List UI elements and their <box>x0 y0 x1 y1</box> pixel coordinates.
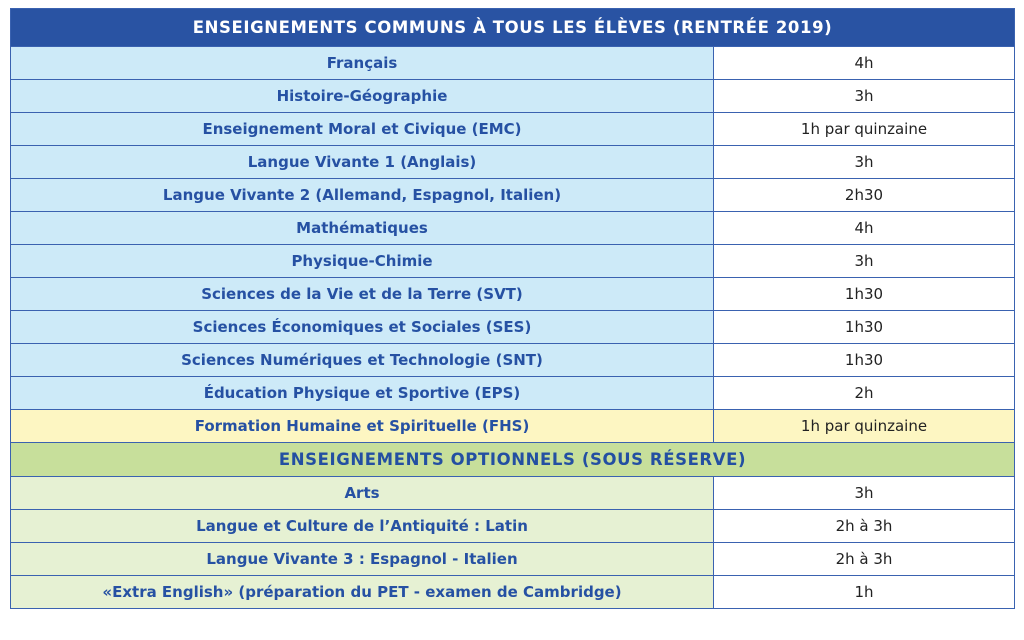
table-row <box>11 113 1015 146</box>
subject-cell: Langue Vivante 3 : Espagnol - Italien <box>11 543 714 576</box>
schedule-table-container <box>10 8 1014 609</box>
table-row <box>11 543 1015 576</box>
table-row <box>11 278 1015 311</box>
subject-cell: Formation Humaine et Spirituelle (FHS) <box>11 410 714 443</box>
subject-cell: Français <box>11 47 714 80</box>
hours-cell: 3h <box>714 245 1015 278</box>
table-row <box>11 80 1015 113</box>
hours-cell: 1h30 <box>714 311 1015 344</box>
subject-cell: «Extra English» (préparation du PET - examen de Cambridge) <box>11 576 714 609</box>
subject-cell: Enseignement Moral et Civique (EMC) <box>11 113 714 146</box>
subject-cell: Langue Vivante 2 (Allemand, Espagnol, Italien) <box>11 179 714 212</box>
hours-cell: 2h <box>714 377 1015 410</box>
subject-cell: Sciences de la Vie et de la Terre (SVT) <box>11 278 714 311</box>
common-section-title: ENSEIGNEMENTS COMMUNS À TOUS LES ÉLÈVES (RENTRÉE 2019) <box>11 9 1015 47</box>
table-row <box>11 510 1015 543</box>
hours-cell: 2h à 3h <box>714 510 1015 543</box>
hours-cell: 2h à 3h <box>714 543 1015 576</box>
hours-cell: 2h30 <box>714 179 1015 212</box>
hours-cell: 4h <box>714 47 1015 80</box>
table-row <box>11 377 1015 410</box>
subject-cell: Mathématiques <box>11 212 714 245</box>
hours-cell: 1h30 <box>714 278 1015 311</box>
hours-cell: 3h <box>714 146 1015 179</box>
table-row <box>11 576 1015 609</box>
subject-cell: Éducation Physique et Sportive (EPS) <box>11 377 714 410</box>
schedule-table <box>10 8 1015 609</box>
optional-header-row <box>11 443 1015 477</box>
table-row <box>11 477 1015 510</box>
table-row <box>11 212 1015 245</box>
subject-cell: Langue Vivante 1 (Anglais) <box>11 146 714 179</box>
subject-cell: Sciences Économiques et Sociales (SES) <box>11 311 714 344</box>
hours-cell: 1h par quinzaine <box>714 410 1015 443</box>
subject-cell: Arts <box>11 477 714 510</box>
subject-cell: Sciences Numériques et Technologie (SNT) <box>11 344 714 377</box>
hours-cell: 1h30 <box>714 344 1015 377</box>
optional-section-title: ENSEIGNEMENTS OPTIONNELS (SOUS RÉSERVE) <box>11 443 1015 477</box>
table-row <box>11 311 1015 344</box>
hours-cell: 3h <box>714 477 1015 510</box>
hours-cell: 1h par quinzaine <box>714 113 1015 146</box>
table-row-fhs <box>11 410 1015 443</box>
subject-cell: Histoire-Géographie <box>11 80 714 113</box>
table-row <box>11 245 1015 278</box>
table-row <box>11 344 1015 377</box>
hours-cell: 3h <box>714 80 1015 113</box>
common-header-row <box>11 9 1015 47</box>
hours-cell: 1h <box>714 576 1015 609</box>
subject-cell: Langue et Culture de l’Antiquité : Latin <box>11 510 714 543</box>
hours-cell: 4h <box>714 212 1015 245</box>
table-row <box>11 146 1015 179</box>
table-row <box>11 179 1015 212</box>
subject-cell: Physique-Chimie <box>11 245 714 278</box>
table-row <box>11 47 1015 80</box>
